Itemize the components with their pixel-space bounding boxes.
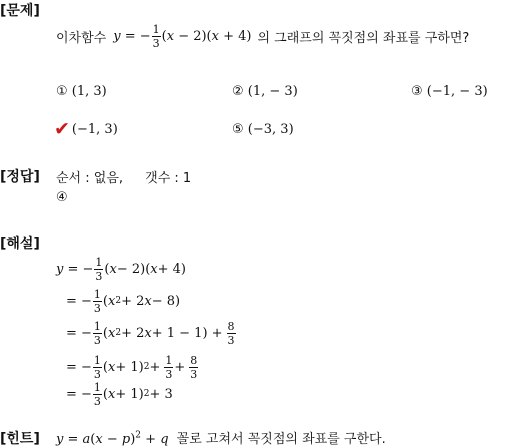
solution-step-4: = − $\frac{1}{3}$ ( x + 1) 2 + $\frac{1}{3}$ + $\frac{8}{3}$ [66,353,198,381]
question-prefix: 이차함수 [56,30,107,46]
choice-3-mark: ③ [411,84,423,99]
choice-5-mark: ⑤ [232,122,244,137]
choice-2-value: (1, − 3) [247,84,298,99]
question-text [56,22,469,50]
solution-step-1: y = − $\frac{1}{3}$ ( x − 2)( x + 4) [56,255,187,283]
choice-5-value: (−3, 3) [247,122,294,137]
choice-3[interactable] [411,84,488,99]
choice-3-value: (−1, − 3) [426,84,488,99]
answer-value: ④ [56,190,68,205]
choice-1-mark: ① [56,84,68,99]
checkmark-icon: ✔ [54,118,70,140]
answer-count: 갯수 : 1 [145,171,192,186]
choice-2[interactable] [232,84,298,99]
choice-1-value: (1, 3) [71,84,107,99]
solution-step-3: = − $\frac{1}{3}$ ( x 2 + 2 x + 1 − 1) + $\frac{8}{3}$ [66,319,235,347]
solution-step-5: = − $\frac{1}{3}$ ( x + 1) 2 + 3 [66,380,173,408]
hint-suffix: 꼴로 고쳐서 꼭짓점의 좌표를 구한다. [176,432,386,447]
hint-label: [힌트] [0,431,40,447]
question-suffix: 의 그래프의 꼭짓점의 좌표를 구하면? [257,30,470,46]
choice-2-mark: ② [232,84,244,99]
choice-1[interactable] [56,84,107,99]
choice-5[interactable] [232,122,294,137]
choice-4-value: (−1, 3) [71,121,118,137]
explanation-label: [해설] [0,236,40,252]
choice-4[interactable] [54,118,118,140]
hint-text [56,428,386,447]
solution-step-2: = − $\frac{1}{3}$ ( x 2 + 2 x − 8) [66,287,181,315]
question-label: [문제] [0,3,40,19]
hint-equation: $y = a(x - p)^2 + q$ [56,430,169,447]
question-equation: y = − $\frac{1}{3}$ (x − 2)(x + 4) [113,22,252,50]
answer-order: 순서 : 없음, [56,171,124,186]
answer-meta [56,167,191,186]
answer-label: [정답] [0,169,40,185]
